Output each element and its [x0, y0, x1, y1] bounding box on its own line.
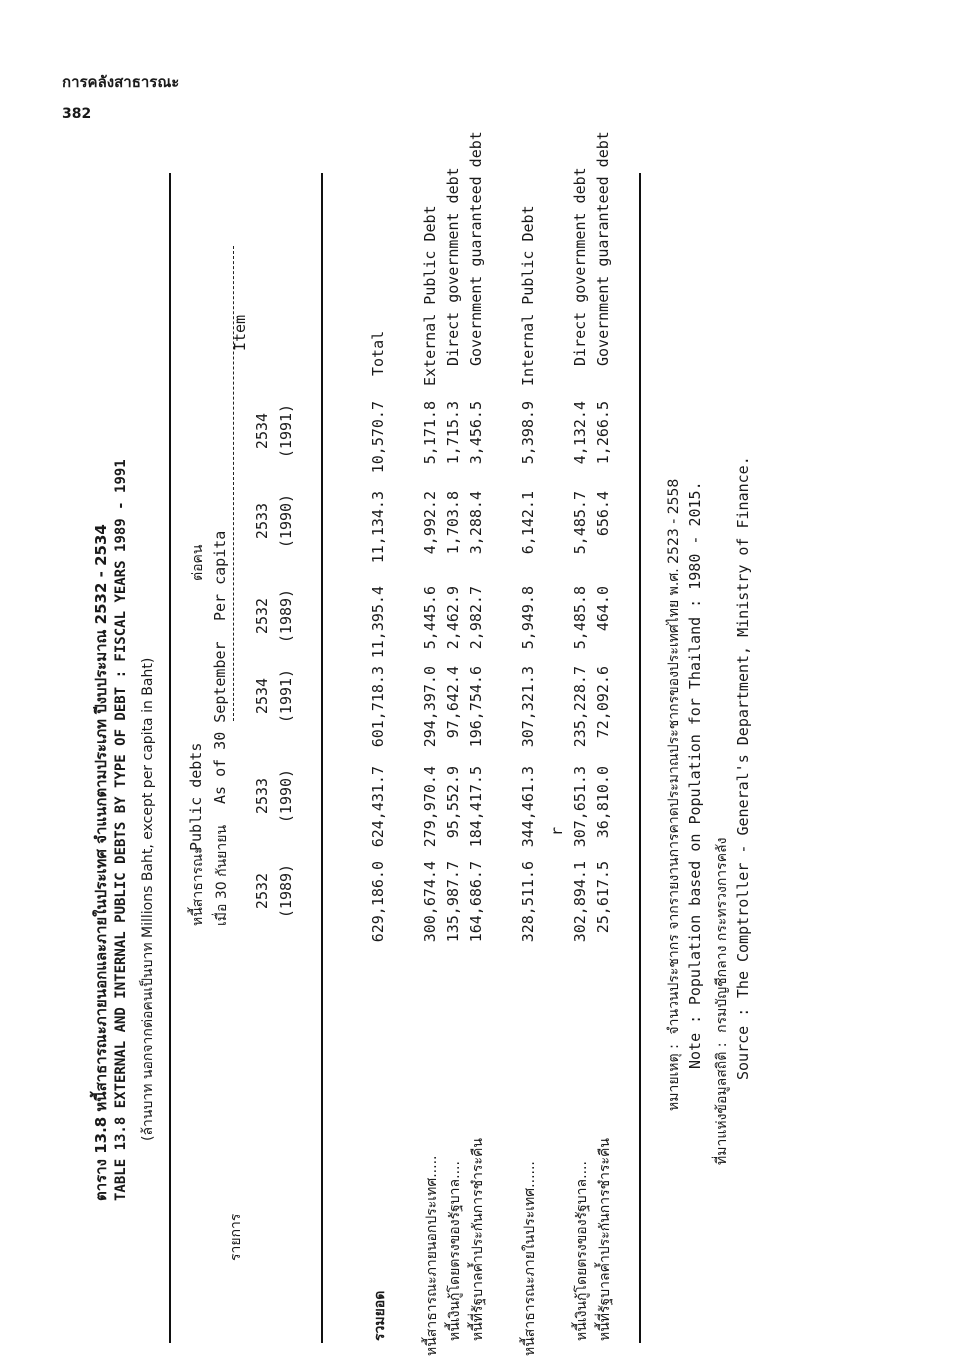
- note-thai: [663, 479, 685, 1111]
- year-th-2: 2533: [253, 777, 271, 815]
- title-english: TABLE 13.8 EXTERNAL AND INTERNAL PUBLIC DEBTS BY TYPE OF DEBT : FISCAL YEARS 1989 - 1991: [113, 459, 129, 1201]
- revision-mark: r: [548, 826, 566, 836]
- row-label-thai: รวมยอด: [372, 1290, 388, 1341]
- header-item-thai: รายการ: [228, 1213, 244, 1261]
- row-label-en: Internal Public Debt: [519, 205, 537, 386]
- year-en-1: (1989): [277, 863, 295, 919]
- cell: 624,431.7: [369, 766, 387, 848]
- row-label-thai: หนี้สาธารณะภายในประเทศ......: [522, 1161, 538, 1356]
- cell: 11,395.4: [369, 586, 387, 659]
- year-en-2: (1990): [277, 768, 295, 824]
- cell: 3,288.4: [467, 491, 485, 555]
- pc-year-en-2: (1990): [277, 493, 295, 549]
- header-as-of-thai: เมื่อ 30 กันยายน: [214, 824, 230, 926]
- cell: 4,992.2: [421, 491, 439, 555]
- cell: 11,134.3: [369, 491, 387, 564]
- cell: 656.4: [594, 491, 612, 537]
- source-thai: [711, 838, 733, 1165]
- row-label-en: Direct government debt: [444, 167, 462, 366]
- source-english-label: Source :: [734, 1007, 752, 1080]
- cell: 97,642.4: [444, 666, 462, 739]
- cell: 72,092.6: [594, 666, 612, 739]
- row-label-en: External Public Debt: [421, 205, 439, 386]
- cell: 4,132.4: [571, 401, 589, 465]
- cell: 5,949.8: [519, 586, 537, 650]
- title-unit: (ล้านบาท นอกจากต่อคนเป็นบาท Millions Baht, except per capita in Baht): [140, 657, 156, 1141]
- pc-year-th-2: 2533: [253, 502, 271, 540]
- source-english-text: The Comptroller - General's Department, Ministry of Finance.: [734, 456, 752, 999]
- row-label-thai: หนี้เงินกู้โดยตรงของรัฐบาล....: [574, 1161, 590, 1341]
- cell: 5,485.8: [571, 586, 589, 650]
- header-as-of-en: As of 30 September: [211, 641, 229, 804]
- year-th-1: 2532: [253, 872, 271, 910]
- header-rule: [321, 173, 323, 1343]
- cell: 3,456.5: [467, 401, 485, 465]
- cell: 25,617.5: [594, 861, 612, 934]
- cell: 601,718.3: [369, 666, 387, 748]
- cell: 36,810.0: [594, 766, 612, 839]
- cell: 184,417.5: [467, 766, 485, 848]
- row-label-en: Government guaranteed debt: [467, 131, 485, 366]
- cell: 2,462.9: [444, 586, 462, 650]
- header-per-capita-en: Per capita: [211, 530, 229, 621]
- cell: 307,321.3: [519, 666, 537, 748]
- pc-year-en-1: (1989): [277, 588, 295, 644]
- year-th-3: 2534: [253, 677, 271, 715]
- cell: 300,674.4: [421, 861, 439, 943]
- row-label-thai: หนี้เงินกู้โดยตรงของรัฐบาล....: [447, 1161, 463, 1341]
- source-thai-text: กรมบัญชีกลาง กระทรวงการคลัง: [714, 837, 730, 1033]
- header-per-capita-thai: ต่อคน: [190, 544, 206, 581]
- cell: 10,570.7: [369, 401, 387, 474]
- header-item-en: Item: [231, 314, 249, 351]
- top-rule: [169, 173, 171, 1343]
- cell: 5,485.7: [571, 491, 589, 555]
- source-thai-label: ที่มาแห่งข้อมูลสถิติ :: [714, 1042, 730, 1165]
- row-label-en: Government guaranteed debt: [594, 131, 612, 366]
- cell: 135,987.7: [444, 861, 462, 943]
- note-english: [685, 481, 704, 1069]
- cell: 2,982.7: [467, 586, 485, 650]
- title-thai: ตาราง 13.8 หนี้สาธารณะภายนอกและภายในประเทศ จำแนกตามประเภท ปีงบประมาณ 2532 - 2534: [92, 524, 110, 1201]
- row-label-thai: หนี้ที่รัฐบาลค้ำประกันการชำระคืน: [470, 1138, 486, 1341]
- rotated-table-sheet: [1, 131, 704, 1361]
- cell: 95,552.9: [444, 766, 462, 839]
- cell: 235,228.7: [571, 666, 589, 748]
- cell: 307,651.3: [571, 766, 589, 848]
- cell: 5,398.9: [519, 401, 537, 465]
- cell: 344,461.3: [519, 766, 537, 848]
- cell: 464.0: [594, 586, 612, 632]
- page-number: 382: [62, 106, 92, 122]
- source-english: [733, 456, 752, 1080]
- header-public-debts-en: Public debts: [187, 742, 205, 851]
- cell: 196,754.6: [467, 666, 485, 748]
- cell: 328,511.6: [519, 861, 537, 943]
- pc-year-th-3: 2534: [253, 412, 271, 450]
- header-public-debts-thai: หนี้สาธารณะ: [190, 846, 206, 926]
- year-en-3: (1991): [277, 668, 295, 724]
- cell: 302,894.1: [571, 861, 589, 943]
- bottom-rule: [639, 173, 641, 1343]
- cell: 5,445.6: [421, 586, 439, 650]
- cell: 1,703.8: [444, 491, 462, 555]
- note-english-text: Population based on Population for Thailand : 1980 - 2015.: [686, 481, 704, 1006]
- cell: 629,186.0: [369, 861, 387, 943]
- note-thai-label: หมายเหตุ :: [666, 1044, 682, 1111]
- cell: 5,171.8: [421, 401, 439, 465]
- cell: 294,397.0: [421, 666, 439, 748]
- note-thai-text: จำนวนประชากร จากรายงานการคาดประมาณประชากรของประเทศไทย พ.ศ. 2523 - 2558: [666, 478, 682, 1035]
- pc-year-th-1: 2532: [253, 597, 271, 635]
- row-label-thai: หนี้สาธารณะภายนอกประเทศ.....: [424, 1155, 440, 1356]
- row-label-en: Direct government debt: [571, 167, 589, 366]
- cell: 6,142.1: [519, 491, 537, 555]
- cell: 279,970.4: [421, 766, 439, 848]
- page-header: [62, 70, 179, 122]
- note-english-label: Note :: [686, 1014, 704, 1069]
- cell: 1,715.3: [444, 401, 462, 465]
- row-label-en: Total: [369, 330, 387, 376]
- section-name: การคลังสาธารณะ: [62, 73, 180, 91]
- cell: 164,686.7: [467, 861, 485, 943]
- pc-year-en-3: (1991): [277, 403, 295, 459]
- cell: 1,266.5: [594, 401, 612, 465]
- row-label-thai: หนี้ที่รัฐบาลค้ำประกันการชำระคืน: [597, 1138, 613, 1341]
